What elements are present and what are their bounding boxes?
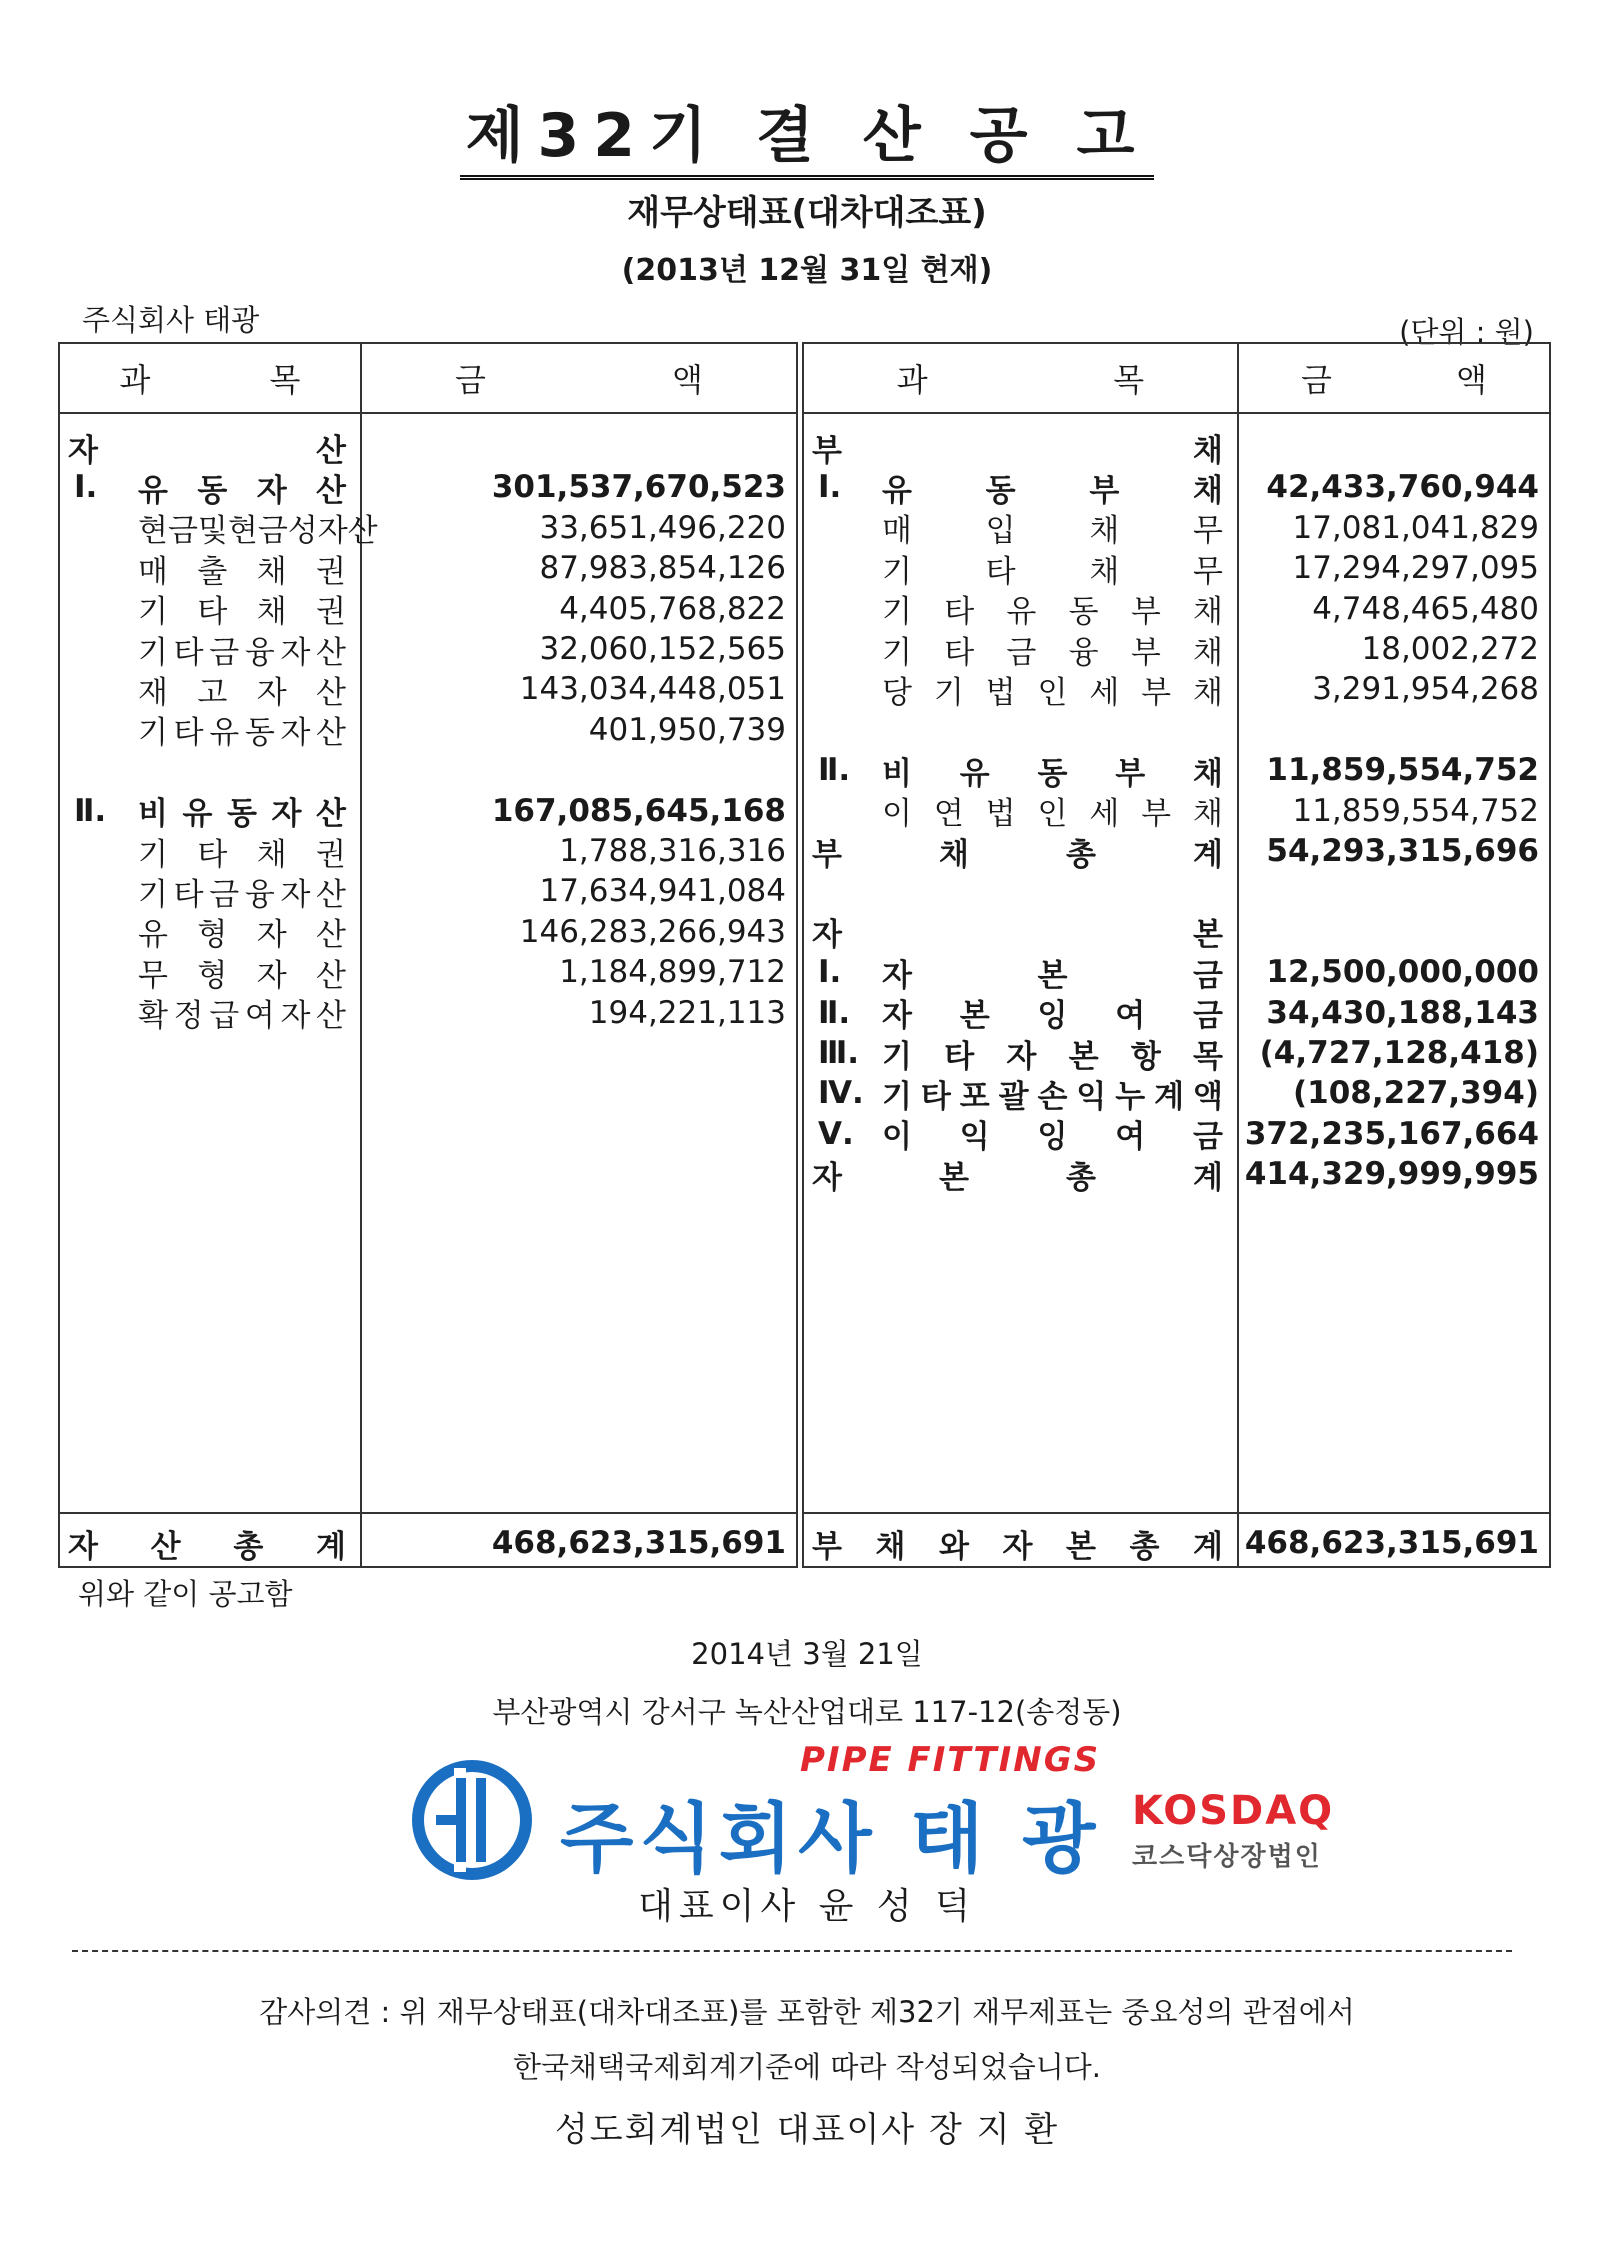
header-divider (60, 412, 796, 414)
account-label: 당 기 법 인 세 부 채 (882, 674, 1223, 711)
account-label: 부 채 와 자 본 총 계 (812, 1528, 1223, 1565)
amount-cell: 1,788,316,316 (559, 833, 786, 869)
header-divider (804, 412, 1549, 414)
account-label: 현 금 및 현 금 성 자 산 (138, 513, 378, 550)
amount-cell: 401,950,739 (588, 711, 786, 748)
amount-cell: 11,859,554,752 (1292, 792, 1539, 829)
notice-statement: 위와 같이 공고함 (78, 1577, 293, 1611)
account-label: 기 타 채 권 (138, 594, 346, 631)
row-number: Ⅴ. (818, 1115, 854, 1152)
logo-tagline: PIPE FITTINGS (800, 1740, 1101, 1780)
liabilities-amount-header: 금 액 (1301, 361, 1487, 399)
amount-cell: (108,227,394) (1292, 1075, 1539, 1112)
unit-label: (단위 : 원) (1399, 315, 1534, 349)
statement-date: (2013년 12월 31일 현재) (621, 253, 993, 288)
amount-cell: 194,221,113 (588, 994, 786, 1031)
account-label: 유 형 자 산 (138, 917, 346, 954)
notice-date: 2014년 3월 21일 (691, 1637, 923, 1671)
amount-cell: 468,623,315,691 (1244, 1525, 1539, 1561)
company-address: 부산광역시 강서구 녹산산업대로 117-12(송정동) (492, 1695, 1122, 1729)
statement-subtitle: 재무상태표(대차대조표) (627, 193, 987, 233)
account-label: 매 입 채 무 (882, 513, 1223, 550)
amount-cell: 3,291,954,268 (1312, 671, 1539, 708)
table-row (804, 660, 1549, 718)
balance-sheet-table (58, 342, 1551, 1568)
amount-cell: 87,983,854,126 (539, 550, 786, 587)
kosdaq-logo: KOSDAQ (1132, 1788, 1335, 1834)
audit-opinion-line2: 한국채택국제회계기준에 따라 작성되었습니다. (513, 2050, 1101, 2084)
notice-title: 제32기 결 산 공 고 (0, 88, 1614, 174)
account-label: 부 채 (812, 432, 1223, 469)
account-label: 부 채 총 계 (812, 836, 1223, 873)
account-label: 확 정 급 여 자 산 (138, 998, 346, 1035)
account-label: 기 타 금 융 자 산 (138, 876, 346, 913)
row-number: Ⅳ. (818, 1075, 864, 1112)
row-number: Ⅰ. (74, 469, 98, 506)
amount-cell: 17,294,297,095 (1292, 550, 1539, 587)
amount-cell: 146,283,266,943 (519, 913, 786, 950)
amount-cell: 17,634,941,084 (539, 873, 786, 910)
company-logo (410, 1740, 1370, 1883)
account-label: 기 타 채 무 (882, 553, 1223, 590)
amount-cell: 12,500,000,000 (1266, 954, 1539, 991)
account-label: Ⅳ. 기 타 포 괄 손 익 누 계 액 (818, 1075, 1223, 1115)
amount-cell: 42,433,760,944 (1266, 469, 1539, 506)
total-row (60, 1514, 796, 1572)
logo-company-name: 주식회사 태 광 (560, 1794, 1102, 1883)
account-label: Ⅰ. 유 동 부 채 (818, 469, 1223, 509)
amount-cell: 34,430,188,143 (1266, 994, 1539, 1031)
account-label: Ⅲ. 기 타 자 본 항 목 (818, 1035, 1223, 1075)
account-label: Ⅴ. 이 익 잉 여 금 (818, 1115, 1223, 1156)
account-label: 기 타 유 동 부 채 (882, 594, 1223, 631)
amount-cell: 143,034,448,051 (519, 671, 786, 708)
row-number: Ⅱ. (818, 994, 851, 1031)
assets-account-header: 과 목 (119, 361, 301, 399)
account-label: 자 본 (812, 917, 1223, 954)
kosdaq-subtitle: 코스닥상장법인 (1132, 1842, 1322, 1872)
amount-cell: 18,002,272 (1361, 631, 1539, 667)
account-label: 무 형 자 산 (138, 957, 346, 994)
amount-cell: 414,329,999,995 (1244, 1156, 1539, 1193)
amount-cell: 4,748,465,480 (1312, 590, 1539, 627)
audit-opinion-line1: 감사의견 : 위 재무상태표(대차대조표)를 포함한 제32기 재무제표는 중요성의 관점에서 (259, 1995, 1355, 2029)
account-label: 기 타 금 융 자 산 (138, 634, 346, 671)
amount-cell: 54,293,315,696 (1266, 833, 1539, 869)
assets-amount-header: 금 액 (455, 361, 703, 399)
account-label: Ⅱ. 비 유 동 부 채 (818, 752, 1223, 792)
amount-cell: 11,859,554,752 (1266, 752, 1539, 789)
row-number: Ⅰ. (818, 469, 842, 506)
table-row (804, 1145, 1549, 1203)
table-row (804, 822, 1549, 880)
total-row (804, 1514, 1549, 1572)
row-number: Ⅲ. (818, 1035, 860, 1071)
amount-cell: 301,537,670,523 (491, 469, 786, 506)
ceo-signature: 대표이사 윤 성 덕 (638, 1886, 976, 1927)
table-row (60, 984, 796, 1042)
account-label: 이 연 법 인 세 부 채 (882, 796, 1223, 833)
table-row (60, 701, 796, 759)
amount-cell: 4,405,768,822 (559, 590, 786, 627)
amount-cell: 1,184,899,712 (559, 954, 786, 991)
account-label: Ⅱ. 자 본 잉 여 금 (818, 994, 1223, 1035)
account-label: Ⅰ. 유 동 자 산 (74, 469, 346, 509)
account-label: Ⅱ. 비 유 동 자 산 (74, 792, 346, 833)
amount-cell: 167,085,645,168 (491, 792, 786, 829)
amount-cell: 17,081,041,829 (1292, 509, 1539, 546)
amount-cell: 372,235,167,664 (1244, 1115, 1539, 1152)
amount-cell: (4,727,128,418) (1259, 1035, 1539, 1071)
company-name: 주식회사 태광 (82, 303, 260, 337)
liabilities-account-header: 과 목 (896, 361, 1145, 399)
account-label: Ⅰ. 자 본 금 (818, 954, 1223, 994)
account-label: 자 산 (68, 432, 346, 469)
auditor-signature: 성도회계법인 대표이사 장 지 환 (554, 2110, 1060, 2150)
account-label: 자 본 총 계 (812, 1159, 1223, 1196)
amount-cell: 468,623,315,691 (491, 1525, 786, 1561)
account-label: 자 산 총 계 (68, 1528, 346, 1565)
taekwang-logo-icon (410, 1758, 534, 1882)
assets-panel (58, 342, 798, 1568)
account-label: 매 출 채 권 (138, 553, 346, 590)
account-label: 기 타 금 융 부 채 (882, 634, 1223, 671)
liabilities-panel (802, 342, 1551, 1568)
amount-cell: 33,651,496,220 (539, 509, 786, 546)
account-label: 기 타 유 동 자 산 (138, 715, 346, 752)
row-number: Ⅰ. (818, 954, 842, 991)
account-label: 기 타 채 권 (138, 836, 346, 873)
row-number: Ⅱ. (74, 792, 107, 829)
amount-cell: 32,060,152,565 (539, 631, 786, 667)
row-number: Ⅱ. (818, 752, 851, 789)
dashed-divider (72, 1950, 1512, 1952)
account-label: 재 고 자 산 (138, 674, 346, 711)
